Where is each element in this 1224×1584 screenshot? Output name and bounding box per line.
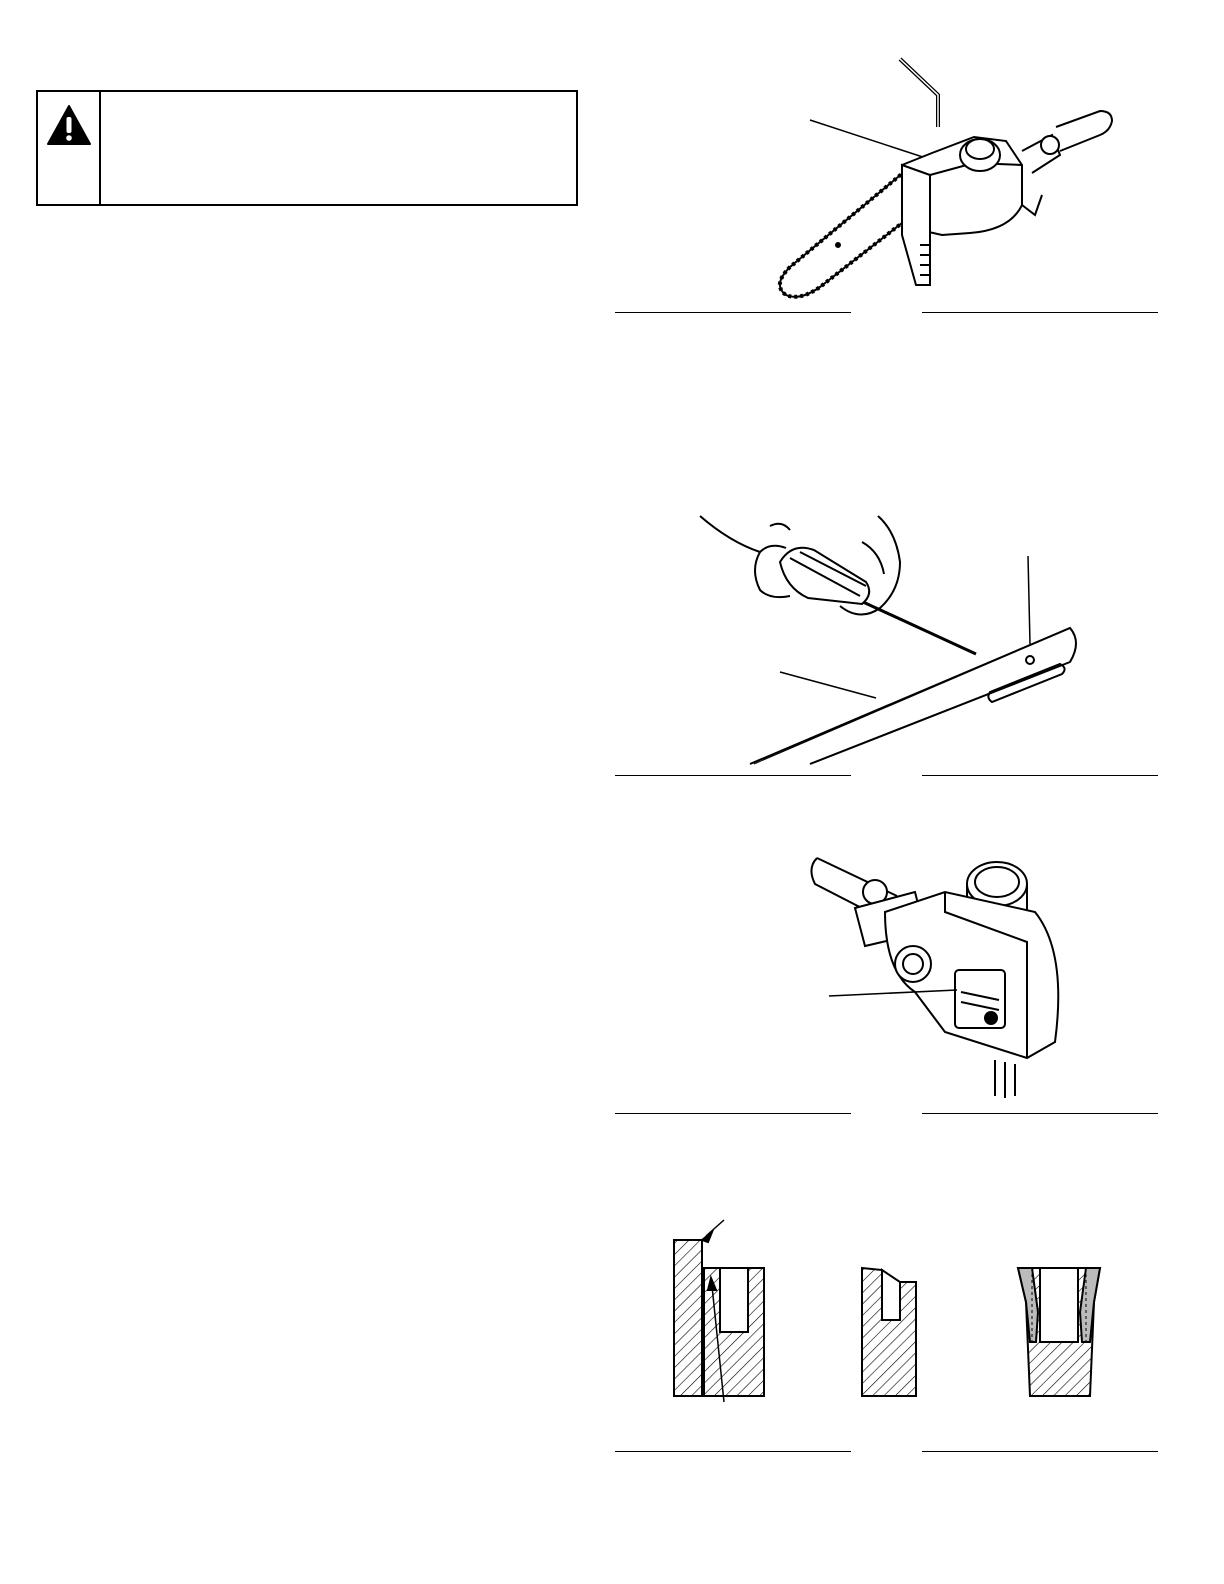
figure-rule-left: [615, 1451, 851, 1452]
figure-rule-right: [922, 1113, 1158, 1114]
warning-box: [36, 90, 578, 206]
warning-triangle-icon: [46, 104, 92, 146]
figure-rule-left: [615, 312, 851, 313]
figure-hex-key-adjuster: [760, 55, 1140, 305]
warning-icon-cell: [38, 92, 101, 204]
figure-chain-tensioner: [805, 852, 1085, 1104]
figure-rule-left: [615, 775, 851, 776]
figure-rule-left: [615, 1113, 851, 1114]
figure-rule-right: [922, 312, 1158, 313]
figure-bar-rail-wear: [660, 1212, 1120, 1412]
figure-screwdriver-bar-groove: [690, 512, 1090, 770]
figure-rule-right: [922, 1451, 1158, 1452]
figure-rule-right: [922, 775, 1158, 776]
